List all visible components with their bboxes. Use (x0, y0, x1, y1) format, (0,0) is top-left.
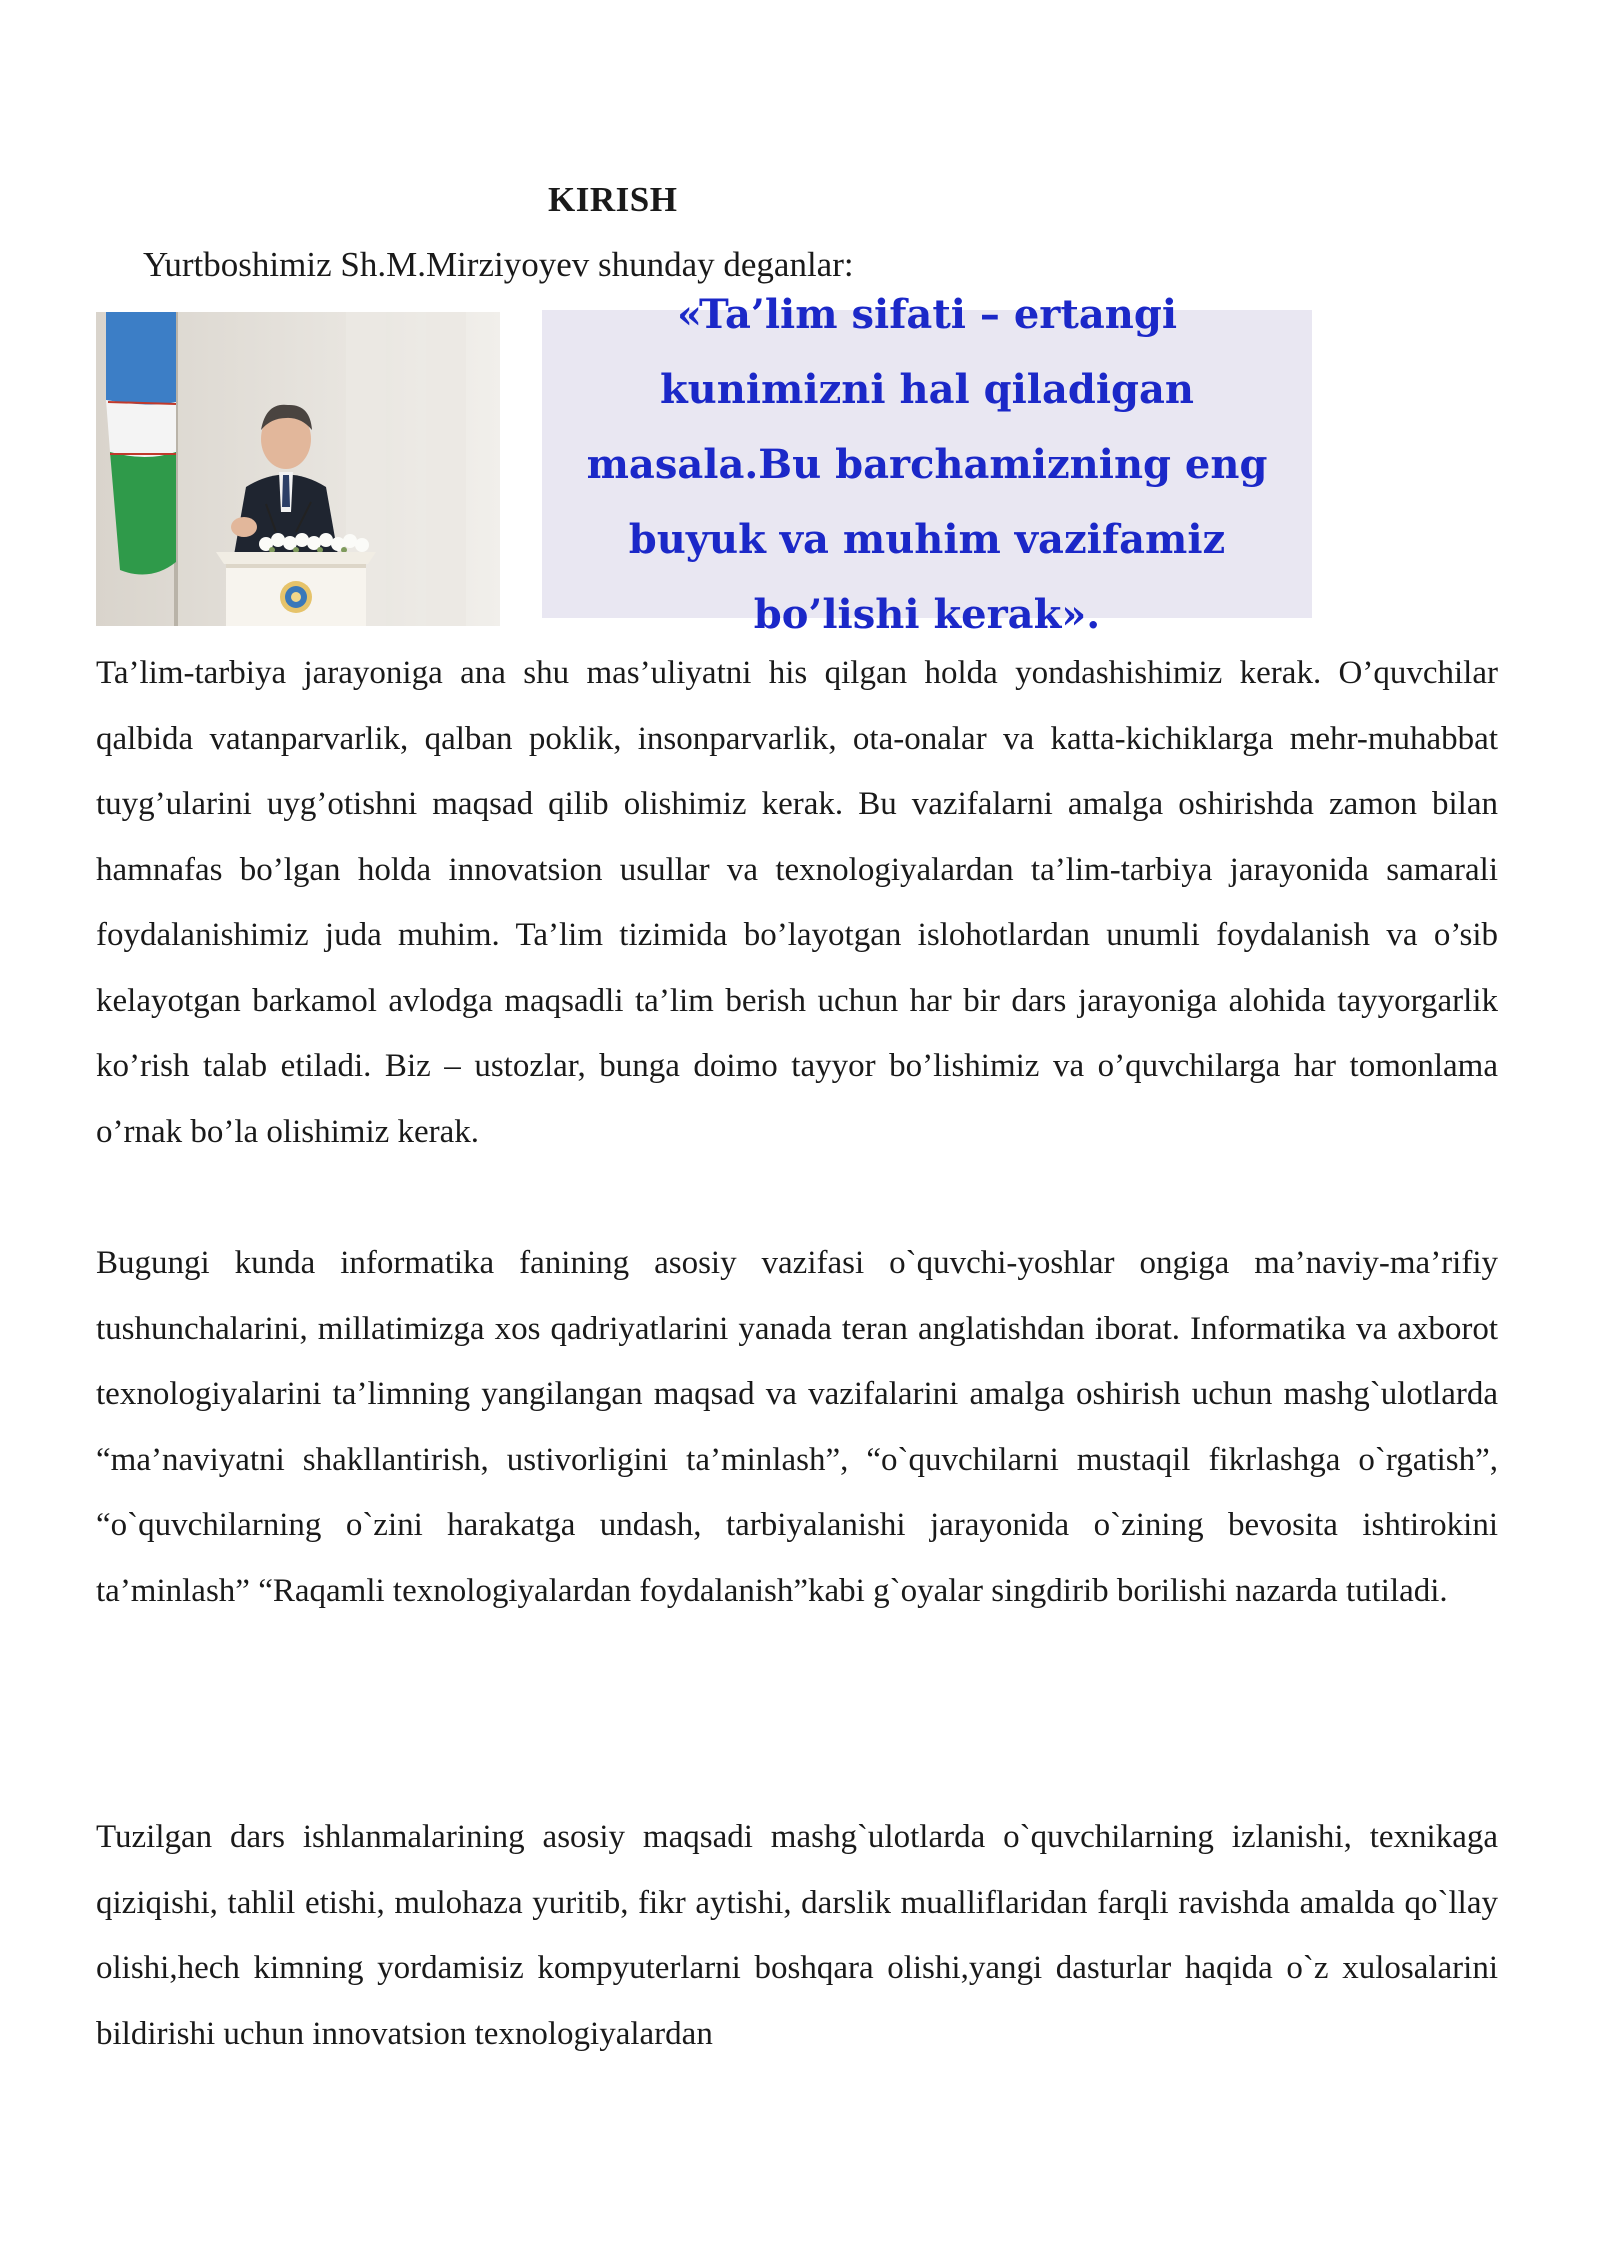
paragraph-1: Ta’lim-tarbiya jarayoniga ana shu mas’uliyatni his qilgan holda yondashishimiz kerak. O’quvchilar qalbida vatanparvarlik, qalban poklik, insonparvarlik, ota-onalar va katta-kichiklarga mehr-muhabbat tuyg’ularini uyg’otishni maqsad qilib olishimiz kerak. Bu vazifalarni amalga oshirishda zamon bilan hamnafas bo’lgan holda innovatsion usullar va texnologiyalardan ta’lim-tarbiya jarayonida samarali foydalanishimiz juda muhim. Ta’lim tizimida bo’layotgan islohotlardan unumli foydalanish va o’sib kelayotgan barkamol avlodga maqsadli ta’lim berish uchun har bir dars jarayoniga alohida tayyorgarlik ko’rish talab etiladi. Biz – ustozlar, bunga doimo tayyor bo’lishimiz va o’quvchilarga har tomonlama o’rnak bo’la olishimiz kerak. (96, 655, 1498, 1150)
intro-line: Yurtboshimiz Sh.M.Mirziyoyev shunday deganlar: (143, 245, 854, 284)
speaker-photo (96, 312, 500, 626)
page-title: KIRISH (548, 180, 678, 219)
quote-box (542, 290, 1312, 638)
quote-text: «Ta’lim sifati – ertangi kunimizni hal qiladigan masala.Bu barchamizning eng buyuk va muhim vazifamiz bo’lishi kerak». (586, 290, 1268, 638)
paragraph-2: Bugungi kunda informatika fanining asosiy vazifasi o`quvchi-yoshlar ongiga ma’naviy-ma’rifiy tushunchalarini, millatimizga xos qadriyatlarini yanada teran anglatishdan iborat. Informatika va axborot texnologiyalarini ta’limning yangilangan maqsad va vazifalarini amalga oshirish uchun mashg`ulotlarda “ma’naviyatni shakllantirish, ustivorligini ta’minlash”, “o`quvchilarni mustaqil fikrlashga o`rgatish”, “o`quvchilarning o`zini harakatga undash, tarbiyalanishi jarayonida o`zining bevosita ishtirokini ta’minlash” “Raqamli texnologiyalardan foydalanish”kabi g`oyalar singdirib borilishi nazarda tutiladi. (96, 1245, 1498, 1609)
paragraph-3: Tuzilgan dars ishlanmalarining asosiy maqsadi mashg`ulotlarda o`quvchilarning izlanishi, texnikaga qiziqishi, tahlil etishi, mulohaza yuritib, fikr aytishi, darslik mualliflaridan farqli ravishda amalda qo`llay olishi,hech kimning yordamisiz kompyuterlarni boshqara olishi,yangi dasturlar haqida o`z xulosalarini bildirishi uchun innovatsion texnologiyalardan (96, 1819, 1498, 2052)
